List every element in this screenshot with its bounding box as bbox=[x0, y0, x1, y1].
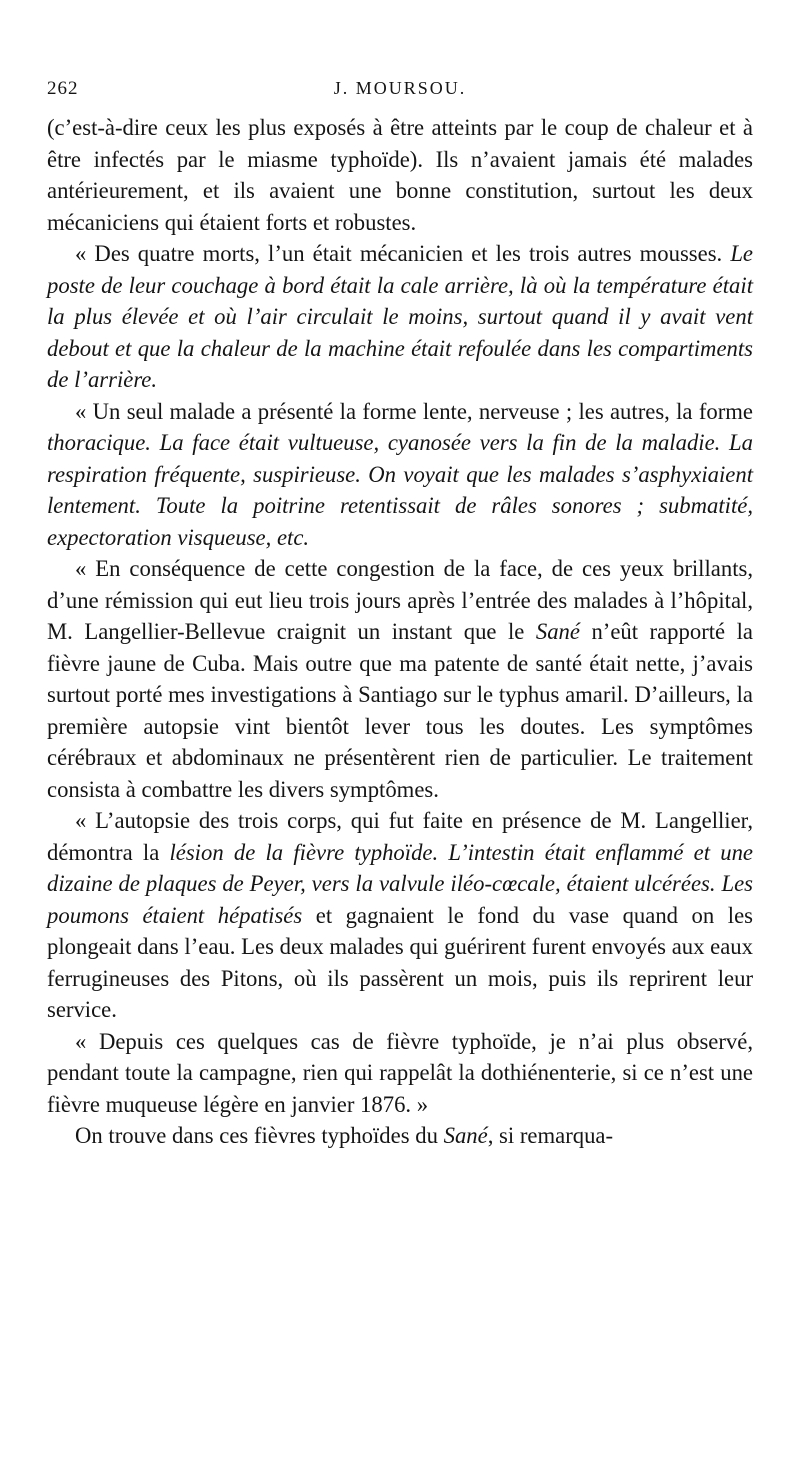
page-number: 262 bbox=[47, 78, 79, 99]
italic-text: Sané bbox=[443, 1123, 488, 1148]
running-header bbox=[47, 78, 753, 112]
book-page bbox=[47, 78, 753, 1152]
paragraph-6: « Depuis ces quelques cas de fièvre typhoïde, je n’ai plus observé, pendant toute la campagne, rien qui rappelât la dothiénenterie, si ce n’est une fièvre muqueuse légère en janvier 1876. » bbox=[47, 1028, 753, 1117]
italic-text: thoracique. La face était vultueuse, cyanosée vers la fin de la maladie. La respiration fréquente, suspirieuse. On voyait que les malades s’asphyxiaient lentement. Toute la poitrine retentissait de râles sonores ; submatité, expectoration visqueuse, etc. bbox=[47, 430, 753, 550]
paragraph-4: « En conséquence de cette congestion de la face, de ces yeux brillants, d’une rémission qui eut lieu trois jours après l’entrée des malades à l’hôpital, M. Langellier-Bellevue craignit un instant que le Sané n’eût rapporté la fièvre jaune de Cuba. Mais outre que ma patente de santé était nette, j’avais surtout porté mes investigations à Santiago sur le typhus amaril. D’ailleurs, la première autopsie vint bientôt lever tous les doutes. Les symptômes cérébraux et abdominaux ne présentèrent rien de particulier. Le traitement consista à combattre les divers symptômes. bbox=[47, 556, 753, 802]
italic-text: Le poste de leur couchage à bord était la cale arrière, là où la température était la plus élevée et où l’air circulait le moins, surtout quand il y avait vent debout et que la chaleur de la machine était refoulée dans les compartiments de l’arrière. bbox=[47, 241, 753, 392]
paragraph-5: « L’autopsie des trois corps, qui fut faite en présence de M. Langellier, démontra la lésion de la fièvre typhoïde. L’intestin était enflammé et une dizaine de plaques de Peyer, vers la valvule iléo-cœcale, étaient ulcérées. Les poumons étaient hépatisés et gagnaient le fond du vase quand on les plongeait dans l’eau. Les deux malades qui guérirent furent envoyés aux eaux ferrugineuses des Pitons, où ils passèrent un mois, puis ils reprirent leur service. bbox=[47, 808, 753, 1022]
running-title: J. MOURSOU. bbox=[333, 78, 467, 98]
italic-text: lésion de la fièvre typhoïde. L’intestin était enflammé et une dizaine de plaques de Peyer, vers la valvule iléo-cœcale, étaient ulcérées. Les poumons étaient hépatisés bbox=[47, 839, 753, 928]
paragraph-7: On trouve dans ces fièvres typhoïdes du Sané, si remarqua- bbox=[75, 1123, 614, 1148]
paragraph-2: « Des quatre morts, l’un était mécanicien et les trois autres mousses. Le poste de leur couchage à bord était la cale arrière, là où la température était la plus élevée et où l’air circulait le moins, surtout quand il y avait vent debout et que la chaleur de la machine était refoulée dans les compartiments de l’arrière. bbox=[47, 241, 753, 392]
paragraph-1: (c’est-à-dire ceux les plus exposés à être atteints par le coup de chaleur et à être infectés par le miasme typhoïde). Ils n’avaient jamais été malades antérieurement, et ils avaient une bonne constitution, surtout les deux mécaniciens qui étaient forts et robustes. bbox=[47, 115, 753, 235]
italic-text: Sané bbox=[535, 619, 580, 644]
paragraph-3: « Un seul malade a présenté la forme lente, nerveuse ; les autres, la forme thoracique. La face était vultueuse, cyanosée vers la fin de la maladie. La respiration fréquente, suspirieuse. On voyait que les malades s’asphyxiaient lentement. Toute la poitrine retentissait de râles sonores ; submatité, expectoration visqueuse, etc. bbox=[47, 398, 753, 550]
body-text bbox=[47, 112, 753, 1152]
